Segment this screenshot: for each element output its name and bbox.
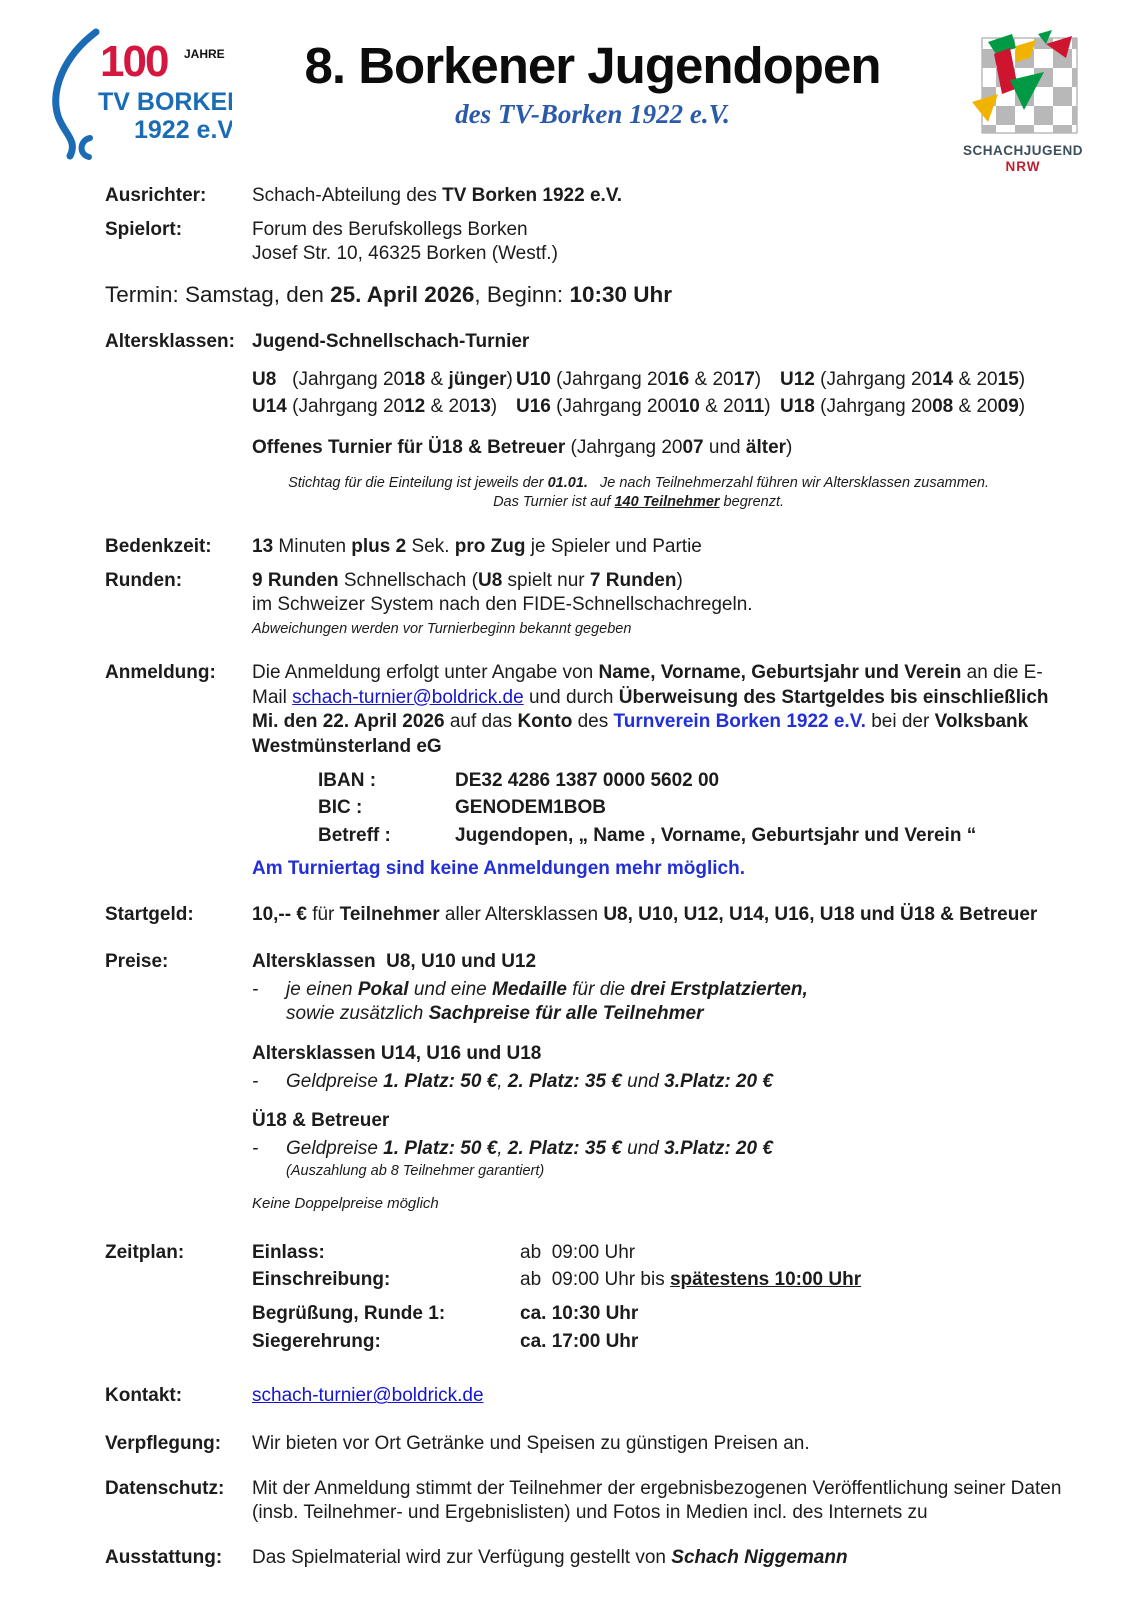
- schachjugend-logo-graphic: [958, 30, 1088, 136]
- datenschutz-value: Mit der Anmeldung stimmt der Teilnehmer der ergebnisbezogenen Veröffentlichung seiner Daten (insb. Teilnehmer- und Ergebnislisten) und Fotos in Medien incl. des Internets zu: [252, 1477, 1062, 1524]
- ausrichter-value: Schach-Abteilung des TV Borken 1922 e.V.: [252, 185, 623, 206]
- header: [0, 0, 1131, 174]
- anmeldung-row: [0, 661, 1131, 882]
- preise-group2: [252, 1042, 808, 1094]
- bullet-dash: -: [252, 978, 259, 1000]
- preise-label: Preise:: [105, 951, 169, 973]
- tv-borken-logo: [42, 26, 232, 167]
- preise-group3-line1: Geldpreise 1. Platz: 50 €, 2. Platz: 35 € und 3.Platz: 20 €: [286, 1138, 773, 1160]
- spielort-value: [252, 218, 558, 267]
- anmeldung-content: [252, 661, 1057, 882]
- kontakt-email-link[interactable]: schach-turnier@boldrick.de: [252, 1385, 484, 1407]
- startgeld-row: [0, 903, 1131, 928]
- runden-line1: 9 Runden Schnellschach (U8 spielt nur 7 Runden): [252, 569, 683, 591]
- altersklassen-label: Altersklassen:: [105, 331, 235, 353]
- bullet-dash: -: [252, 1138, 259, 1160]
- ausrichter-row: [0, 184, 1131, 209]
- zeitplan-grid-1: [252, 1241, 861, 1293]
- no-registration-notice: Am Turniertag sind keine Anmeldungen mehr möglich.: [252, 857, 746, 879]
- bic-value: GENODEM1BOB: [455, 797, 606, 819]
- preise-group3: [252, 1109, 808, 1181]
- page-title: 8. Borkener Jugendopen: [304, 37, 881, 94]
- altersklassen-row: [0, 330, 1131, 513]
- preise-row: [0, 950, 1131, 1215]
- preise-group3-note: (Auszahlung ab 8 Teilnehmer garantiert): [286, 1162, 545, 1179]
- spielort-label: Spielort:: [105, 218, 183, 240]
- preise-group1-line1: je einen Pokal und eine Medaille für die drei Erstplatzierten,: [286, 978, 808, 1000]
- age-class-u14: U14 (Jahrgang 2012 & 2013): [252, 396, 498, 418]
- altersklassen-content: [252, 330, 1025, 513]
- zeitplan-label: Zeitplan:: [105, 1241, 185, 1263]
- stichtag-notes: [252, 474, 1025, 513]
- swoosh-curl-icon: [82, 138, 90, 157]
- age-class-u8: U8 (Jahrgang 2018 & jünger): [252, 368, 513, 390]
- age-class-u16: U16 (Jahrgang 20010 & 2011): [516, 396, 771, 418]
- zeitplan-row: [0, 1241, 1131, 1355]
- nrw-label: NRW: [1005, 159, 1041, 174]
- einschreibung-time: ab 09:00 Uhr bis spätestens 10:00 Uhr: [520, 1269, 862, 1291]
- verpflegung-row: [0, 1432, 1131, 1457]
- schachjugend-nrw-logo: [953, 26, 1093, 174]
- page-subtitle: des TV-Borken 1922 e.V.: [455, 99, 730, 129]
- preise-group3-heading: Ü18 & Betreuer: [252, 1110, 390, 1132]
- logo-jahre: JAHRE: [184, 47, 225, 61]
- einlass-label: Einlass:: [252, 1241, 325, 1263]
- zeitplan-grid-2: [252, 1302, 861, 1354]
- altersklassen-heading: Jugend-Schnellschach-Turnier: [252, 331, 530, 353]
- preise-group2-heading: Altersklassen U14, U16 und U18: [252, 1043, 542, 1065]
- begruessung-label: Begrüßung, Runde 1:: [252, 1303, 446, 1325]
- bullet-dash: -: [252, 1070, 259, 1092]
- iban-value: DE32 4286 1387 0000 5602 00: [455, 769, 720, 791]
- preise-content: [252, 950, 808, 1215]
- verpflegung-label: Verpflegung:: [105, 1433, 222, 1455]
- spielort-line1: Forum des Berufskollegs Borken: [252, 218, 528, 240]
- spielort-row: [0, 218, 1131, 267]
- preise-group2-line1: Geldpreise 1. Platz: 50 €, 2. Platz: 35 € und 3.Platz: 20 €: [286, 1070, 773, 1092]
- stichtag-note-2: Das Turnier ist auf 140 Teilnehmer begrenzt.: [493, 494, 785, 511]
- runden-row: [0, 569, 1131, 639]
- preise-group3-bullet: [252, 1137, 808, 1162]
- bank-details: [318, 769, 1057, 849]
- runden-label: Runden:: [105, 569, 183, 591]
- begruessung-time: ca. 10:30 Uhr: [520, 1303, 639, 1325]
- einschreibung-label: Einschreibung:: [252, 1269, 391, 1291]
- anmeldung-paragraph: Die Anmeldung erfolgt unter Angabe von Name, Vorname, Geburtsjahr und Verein an die E-Mail schach-turnier@boldrick.de und durch Überweisung des Startgeldes bis einschließlich Mi. den 22. April 2026 auf das Konto des Turnverein Borken 1922 e.V. bei der Volksbank Westmünsterland eG: [252, 661, 1054, 757]
- logo-100: 100: [100, 37, 168, 86]
- ausstattung-label: Ausstattung:: [105, 1547, 223, 1569]
- title-block: [232, 26, 953, 130]
- betreff-label: Betreff :: [318, 824, 391, 846]
- startgeld-label: Startgeld:: [105, 904, 194, 926]
- ausrichter-label: Ausrichter:: [105, 185, 207, 206]
- preise-group1-heading: Altersklassen U8, U10 und U12: [252, 951, 537, 973]
- age-class-grid: [252, 368, 1025, 420]
- verpflegung-value: Wir bieten vor Ort Getränke und Speisen zu günstigen Preisen an.: [252, 1433, 810, 1455]
- schachjugend-label: SCHACHJUGEND: [962, 143, 1083, 158]
- bedenkzeit-value: 13 Minuten plus 2 Sek. pro Zug je Spieler und Partie: [252, 535, 702, 557]
- preise-group1-text: [286, 978, 808, 1027]
- tv-borken-logo-graphic: [42, 26, 232, 162]
- preise-group1-line2: sowie zusätzlich Sachpreise für alle Teilnehmer: [286, 1003, 704, 1025]
- ausstattung-value: Das Spielmaterial wird zur Verfügung gestellt von Schach Niggemann: [252, 1547, 848, 1569]
- preise-footnote: Keine Doppelpreise möglich: [252, 1195, 439, 1213]
- iban-label: IBAN :: [318, 769, 377, 791]
- preise-group2-bullet: [252, 1070, 808, 1095]
- termin-line: Termin: Samstag, den 25. April 2026, Beginn: 10:30 Uhr: [105, 282, 672, 308]
- bic-label: BIC :: [318, 797, 363, 819]
- age-class-u12: U12 (Jahrgang 2014 & 2015): [780, 368, 1026, 390]
- siegerehrung-time: ca. 17:00 Uhr: [520, 1330, 639, 1352]
- main-content: [0, 184, 1131, 1571]
- logo-tv-borken-text: TV BORKEN: [98, 88, 232, 116]
- ausstattung-row: [0, 1546, 1131, 1571]
- betreff-value: Jugendopen, „ Name , Vorname, Geburtsjahr und Verein “: [455, 824, 977, 846]
- kontakt-row: [0, 1384, 1131, 1409]
- spielort-line2: Josef Str. 10, 46325 Borken (Westf.): [252, 243, 558, 265]
- age-class-u10: U10 (Jahrgang 2016 & 2017): [516, 368, 762, 390]
- open-tournament-line: Offenes Turnier für Ü18 & Betreuer (Jahrgang 2007 und älter): [252, 437, 793, 459]
- runden-note: Abweichungen werden vor Turnierbeginn bekannt gegeben: [252, 621, 632, 637]
- zeitplan-content: [252, 1241, 861, 1355]
- bedenkzeit-row: [0, 535, 1131, 560]
- datenschutz-label: Datenschutz:: [105, 1477, 225, 1499]
- anmeldung-label: Anmeldung:: [105, 661, 216, 683]
- stichtag-note-1: Stichtag für die Einteilung ist jeweils der 01.01. Je nach Teilnehmerzahl führen wir Altersklassen zusammen.: [288, 474, 990, 491]
- age-class-u18: U18 (Jahrgang 2008 & 2009): [780, 396, 1026, 418]
- kontakt-label: Kontakt:: [105, 1385, 183, 1407]
- datenschutz-row: [0, 1477, 1131, 1526]
- logo-1922-text: 1922 e.V.: [134, 116, 232, 144]
- bedenkzeit-label: Bedenkzeit:: [105, 535, 212, 557]
- email-link[interactable]: schach-turnier@boldrick.de: [292, 686, 524, 708]
- einlass-time: ab 09:00 Uhr: [520, 1241, 636, 1263]
- runden-line2: im Schweizer System nach den FIDE-Schnellschachregeln.: [252, 594, 753, 616]
- runden-content: [252, 569, 753, 639]
- startgeld-value: 10,-- € für Teilnehmer aller Altersklassen U8, U10, U12, U14, U16, U18 und Ü18 & Betreuer: [252, 904, 1038, 926]
- preise-group1-bullet: [252, 978, 808, 1027]
- siegerehrung-label: Siegerehrung:: [252, 1330, 381, 1352]
